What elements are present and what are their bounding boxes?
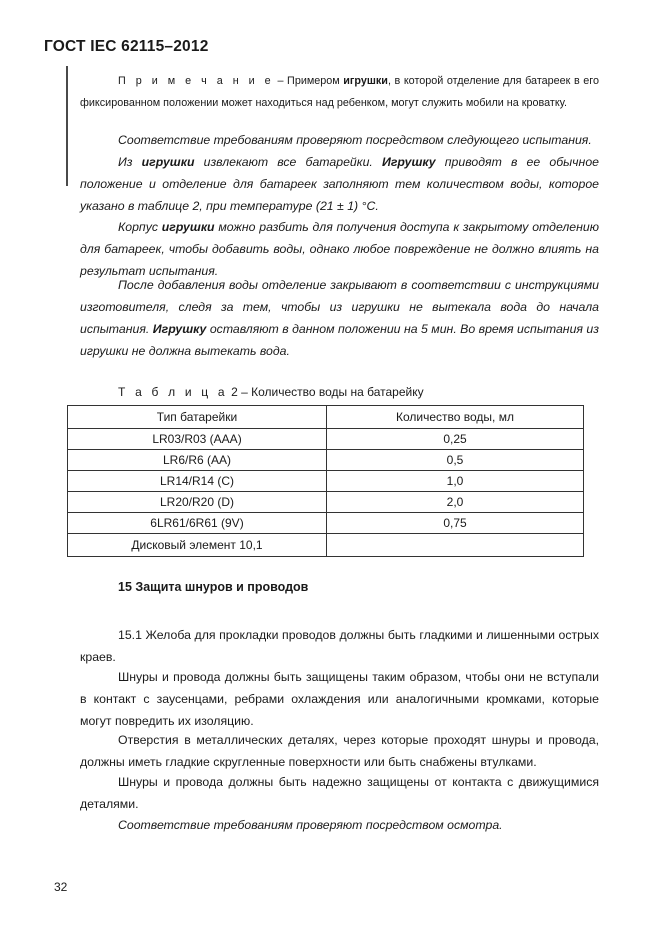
water-quantity-cell: 0,75 bbox=[327, 513, 584, 534]
text-fragment: оставляют в данном положении на 5 мин. Во время испытания из игрушки не должна вытекать вода. bbox=[80, 322, 599, 358]
text-fragment: приводят в ее обычное положение и отделение для батареек заполняют тем количеством воды, которое указано в таблице 2, при температуре (21 ± 1) °C. bbox=[80, 155, 599, 213]
term-toy: игрушки bbox=[161, 220, 215, 234]
water-quantity-cell: 1,0 bbox=[327, 471, 584, 492]
section-compliance-paragraph: Соответствие требованиям проверяют посредством осмотра. bbox=[118, 818, 503, 832]
water-quantity-cell: 2,0 bbox=[327, 492, 584, 513]
column-header-battery-type: Тип батарейки bbox=[68, 406, 327, 429]
table-header-row bbox=[68, 406, 584, 429]
table-row bbox=[68, 534, 584, 557]
term-toy: игрушки bbox=[141, 155, 195, 169]
battery-type-cell: LR6/R6 (AA) bbox=[68, 450, 327, 471]
text-fragment: Из bbox=[118, 155, 142, 169]
table-row bbox=[68, 513, 584, 534]
caption-text: 2 – Количество воды на батарейку bbox=[227, 385, 424, 399]
table-row bbox=[68, 471, 584, 492]
section-paragraph: Шнуры и провода должны быть надежно защищены от контакта с движущимися деталями. bbox=[80, 775, 599, 811]
battery-type-cell: LR03/R03 (AAA) bbox=[68, 429, 327, 450]
table-row bbox=[68, 492, 584, 513]
table-row bbox=[68, 450, 584, 471]
text-fragment: можно разбить для получения доступа к закрытому отделению для батареек, чтобы добавить воды, однако любое повреждение не должно влиять на результат испытания. bbox=[80, 220, 599, 278]
change-bar bbox=[66, 66, 68, 186]
water-quantity-table bbox=[67, 405, 584, 557]
section-paragraph: Шнуры и провода должны быть защищены таким образом, чтобы они не вступали в контакт с заусенцами, ребрами охлаждения или аналогичными кромками, которые могут повредить их изоляцию. bbox=[80, 670, 599, 728]
water-quantity-cell: 0,25 bbox=[327, 429, 584, 450]
test-intro-paragraph: Соответствие требованиям проверяют посредством следующего испытания. bbox=[118, 133, 592, 147]
note-term: игрушки bbox=[343, 75, 388, 87]
battery-type-cell: LR14/R14 (C) bbox=[68, 471, 327, 492]
battery-type-cell: LR20/R20 (D) bbox=[68, 492, 327, 513]
note-paragraph bbox=[80, 70, 599, 114]
test-procedure-paragraph bbox=[80, 151, 599, 217]
table-caption bbox=[118, 385, 424, 399]
water-quantity-cell bbox=[327, 534, 584, 557]
page-number: 32 bbox=[54, 880, 68, 894]
text-fragment: Корпус bbox=[118, 220, 162, 234]
text-fragment: извлекают все батарейки. bbox=[194, 155, 382, 169]
section-paragraph: Отверстия в металлических деталях, через которые проходят шнуры и провода, должны иметь гладкие скругленные поверхности или быть снабжены втулками. bbox=[80, 733, 599, 769]
housing-paragraph bbox=[80, 216, 599, 282]
text-fragment: После добавления воды отделение закрывают в соответствии с инструкциями изготовителя, следя за тем, чтобы из игрушки не вытекала вода до начала испытания. bbox=[80, 278, 599, 336]
note-label: П р и м е ч а н и е bbox=[118, 75, 274, 87]
document-header: ГОСТ IEC 62115–2012 bbox=[44, 38, 209, 55]
term-toy: Игрушку bbox=[382, 155, 436, 169]
term-toy: Игрушку bbox=[152, 322, 207, 336]
note-text: – Примером bbox=[273, 75, 344, 87]
water-quantity-cell: 0,5 bbox=[327, 450, 584, 471]
closing-paragraph bbox=[80, 274, 599, 362]
battery-type-cell: Дисковый элемент 10,1 bbox=[68, 534, 327, 557]
battery-type-cell: 6LR61/6R61 (9V) bbox=[68, 513, 327, 534]
caption-label: Т а б л и ц а bbox=[118, 385, 228, 399]
column-header-water-quantity: Количество воды, мл bbox=[327, 406, 584, 429]
note-text: , в которой отделение для батареек в его фиксированном положении может находиться над ребенком, могут служить мобили на кроватку. bbox=[80, 75, 599, 109]
section-paragraph: 15.1 Желоба для прокладки проводов должны быть гладкими и лишенными острых краев. bbox=[80, 628, 599, 664]
table-row bbox=[68, 429, 584, 450]
section-title: 15 Защита шнуров и проводов bbox=[118, 580, 309, 594]
